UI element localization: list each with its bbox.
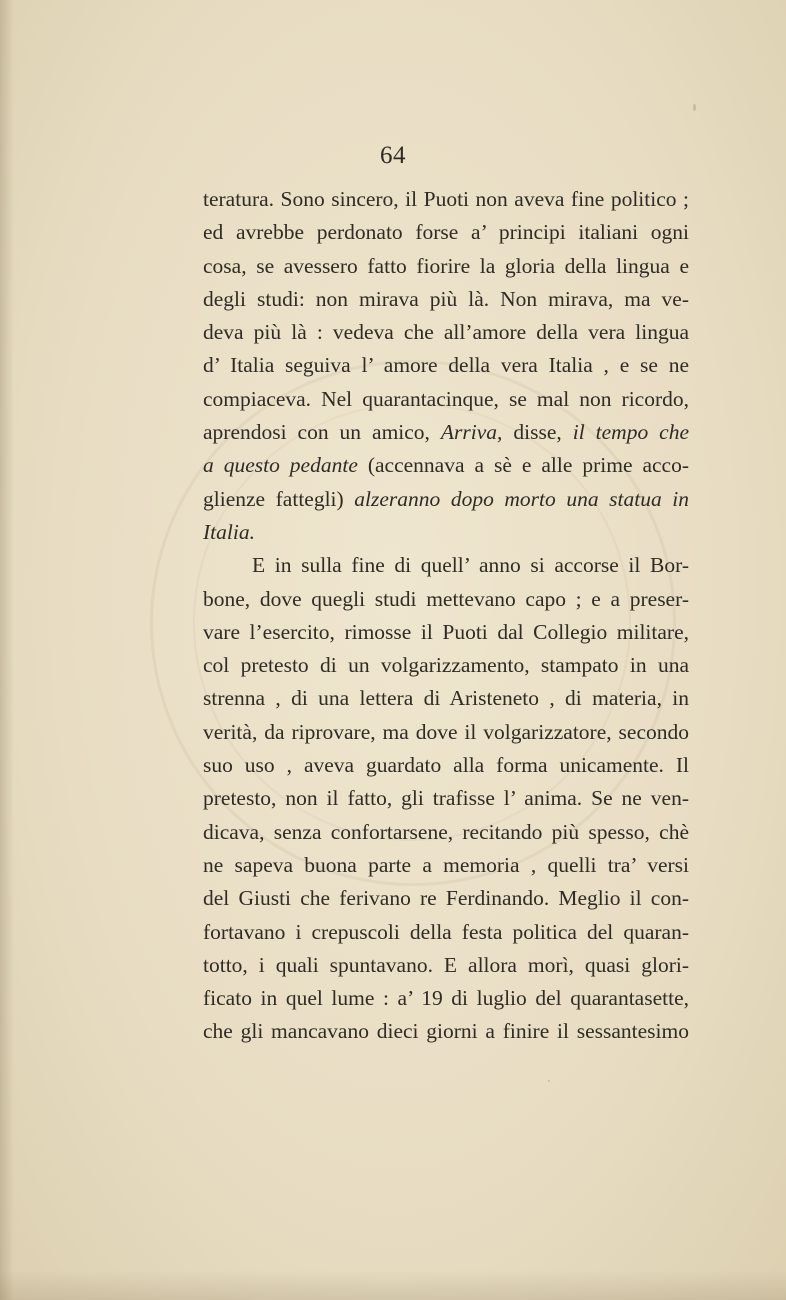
text-segment: teratura. Sono sincero, il Puoti non aveva fine politico ; [203, 187, 689, 211]
text-line [203, 250, 689, 283]
page-number: 64 [380, 142, 406, 169]
page-edge-shadow-left [0, 0, 14, 1300]
paper-speck [548, 1080, 550, 1082]
text-segment: ed avrebbe perdonato forse a’ principi italiani ogni [203, 220, 689, 245]
text-line [203, 216, 689, 249]
text-line [203, 416, 689, 449]
text-segment: col pretesto di un volgarizzamento, stampato in una [203, 653, 689, 678]
italic-text-segment: alzeranno dopo morto una statua in [354, 486, 690, 511]
text-line [203, 982, 689, 1015]
text-line [203, 649, 689, 682]
text-line [203, 849, 689, 882]
text-line [203, 1015, 689, 1048]
text-segment: disse, [502, 420, 573, 445]
text-segment: deva più là : vedeva che all’amore della vera lingua [203, 320, 689, 345]
text-segment: E in sulla fine di quell’ anno si accorse il Bor- [252, 553, 689, 578]
text-segment: ne sapeva buona parte a memoria , quelli tra’ versi [203, 852, 689, 877]
text-segment: dicava, senza confortarsene, recitando più spesso, chè [203, 819, 689, 844]
text-segment: strenna , di una lettera di Aristeneto , di materia, in [203, 686, 689, 711]
text-line [203, 483, 689, 516]
text-segment: fortavano i crepuscoli della festa politica del quaran- [203, 919, 689, 944]
text-line [203, 749, 689, 782]
text-line [203, 882, 689, 915]
text-segment: suo uso , aveva guardato alla forma unicamente. Il [203, 753, 689, 778]
text-segment: compiaceva. Nel quarantacinque, se mal non ricordo, [203, 386, 689, 411]
text-line [203, 283, 689, 316]
text-line [203, 782, 689, 815]
text-line [203, 516, 689, 549]
text-segment: (accennava a sè e alle prime acco- [357, 453, 689, 478]
text-segment: che gli mancavano dieci giorni a finire il sessantesimo [203, 1019, 689, 1044]
text-line [203, 949, 689, 982]
italic-text-segment: a questo pedante [203, 453, 358, 478]
text-line [203, 183, 689, 216]
text-line [203, 583, 689, 616]
text-segment: cosa, se avessero fatto fiorire la gloria della lingua e [203, 253, 689, 278]
italic-text-segment: Italia. [203, 519, 255, 544]
text-segment: totto, i quali spuntavano. E allora morì, quasi glori- [203, 952, 689, 977]
text-line [203, 316, 689, 349]
text-segment: ficato in quel lume : a’ 19 di luglio del quarantasette, [203, 986, 689, 1011]
text-line [203, 716, 689, 749]
body-text [203, 183, 689, 1049]
page-edge-shadow-bottom [0, 1270, 786, 1300]
text-line [203, 349, 689, 382]
text-segment: degli studi: non mirava più là. Non mirava, ma ve- [203, 286, 689, 311]
text-line [203, 449, 689, 482]
text-segment: verità, da riprovare, ma dove il volgarizzatore, secondo [203, 719, 689, 744]
italic-text-segment: Arriva, [440, 420, 503, 445]
text-line [203, 682, 689, 715]
text-segment: del Giusti che ferivano re Ferdinando. Meglio il con- [203, 886, 689, 911]
text-segment: aprendosi con un amico, [203, 420, 441, 445]
text-segment: glienze fattegli) [203, 486, 355, 511]
paper-speck [693, 104, 696, 111]
text-segment: vare l’esercito, rimosse il Puoti dal Collegio militare, [203, 619, 689, 644]
text-segment: bone, dove quegli studi mettevano capo ; e a preser- [203, 586, 689, 611]
text-segment: d’ Italia seguiva l’ amore della vera Italia , e se ne [203, 353, 689, 378]
text-line [203, 616, 689, 649]
text-line [203, 916, 689, 949]
text-line [203, 383, 689, 416]
text-line [203, 816, 689, 849]
text-line [203, 549, 689, 582]
text-segment: pretesto, non il fatto, gli trafisse l’ anima. Se ne ven- [203, 786, 689, 811]
italic-text-segment: il tempo che [572, 420, 689, 445]
